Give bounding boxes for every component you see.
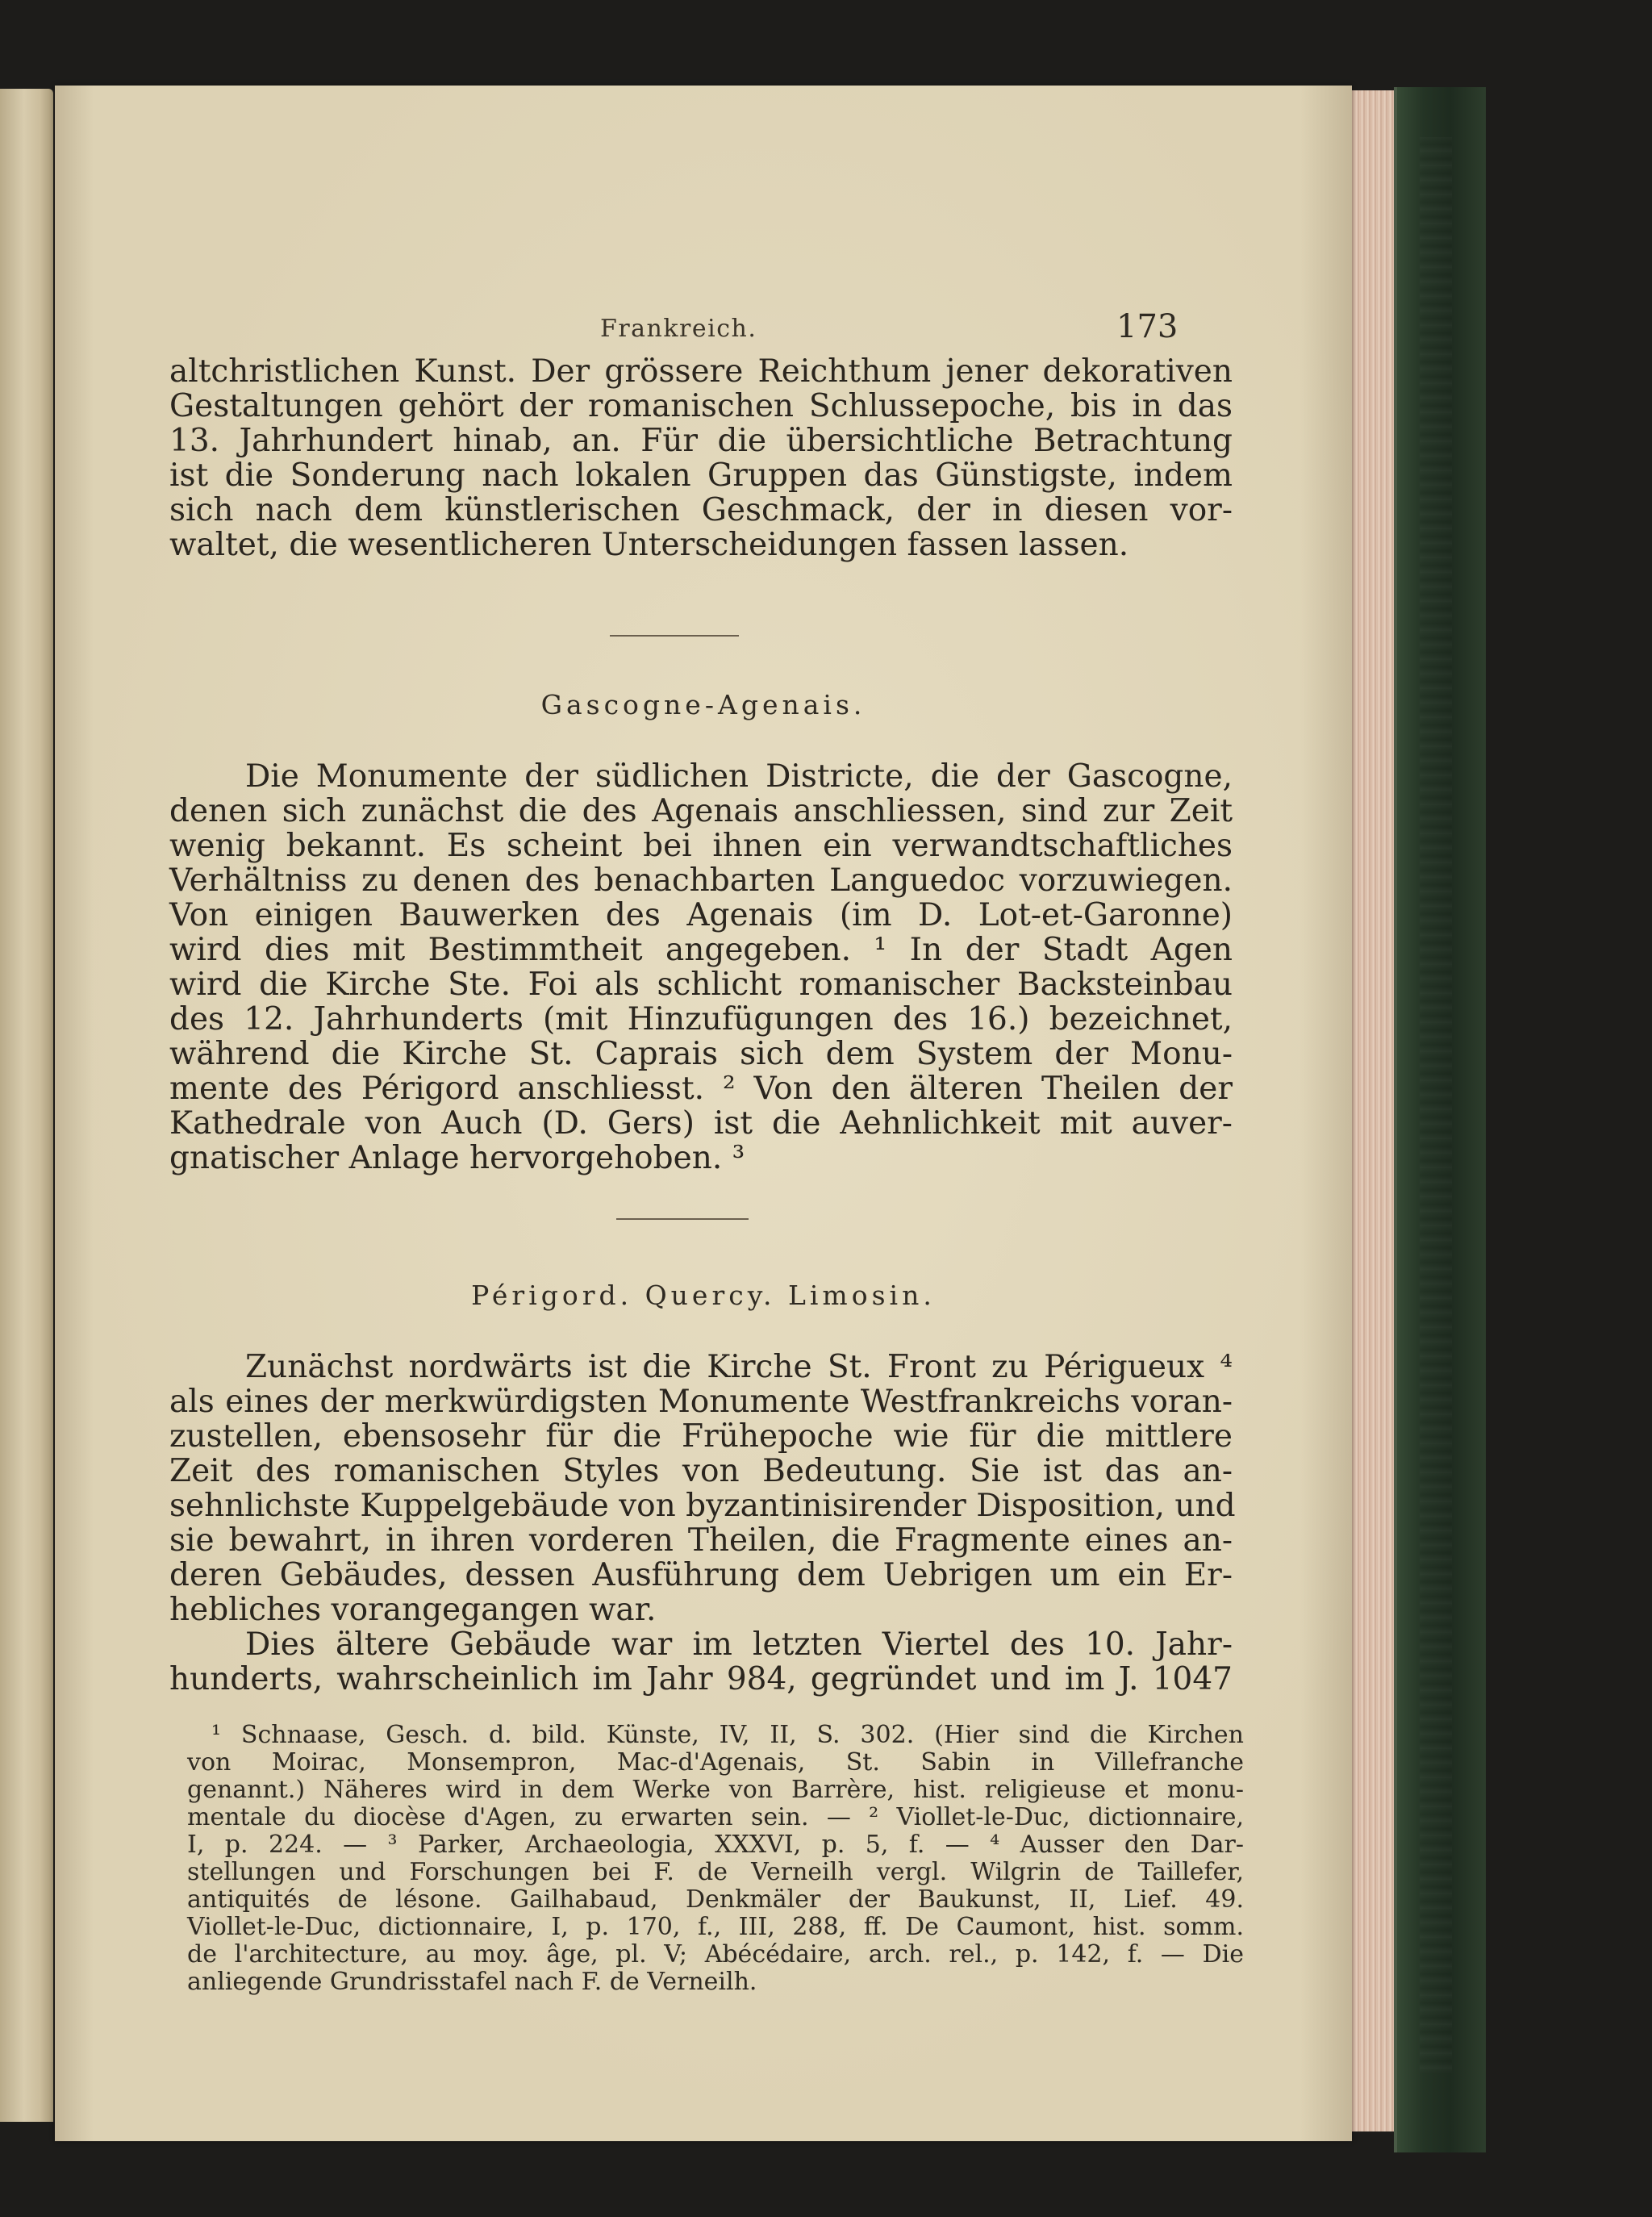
text-line: hebliches vorangegangen war. bbox=[169, 1592, 657, 1628]
section-divider bbox=[610, 635, 739, 637]
text-line: als eines der merkwürdigsten Monumente Westfrankreichs voran- bbox=[169, 1384, 1233, 1420]
page-number: 173 bbox=[1116, 308, 1179, 345]
section-heading-perigord: Périgord. Quercy. Limosin. bbox=[471, 1280, 936, 1311]
text-line: Dies ältere Gebäude war im letzten Viertel des 10. Jahr- bbox=[245, 1626, 1233, 1663]
text-line: Zeit des romanischen Styles von Bedeutung. Sie ist das an- bbox=[169, 1453, 1233, 1489]
book-page bbox=[55, 86, 1352, 2141]
text-line: Zunächst nordwärts ist die Kirche St. Front zu Périgueux ⁴ bbox=[245, 1349, 1233, 1385]
text-line: gnatischer Anlage hervorgehoben. ³ bbox=[169, 1140, 745, 1176]
text-line: Kathedrale von Auch (D. Gers) ist die Aehnlichkeit mit auver- bbox=[169, 1105, 1233, 1142]
text-line: während die Kirche St. Caprais sich dem System der Monu- bbox=[169, 1036, 1233, 1072]
text-line: mente des Périgord anschliesst. ² Von den älteren Theilen der bbox=[169, 1071, 1233, 1107]
text-line: Gestaltungen gehört der romanischen Schlussepoche, bis in das bbox=[169, 388, 1233, 424]
text-line: wird dies mit Bestimmtheit angegeben. ¹ In der Stadt Agen bbox=[169, 932, 1233, 968]
footnote-line: genannt.) Näheres wird in dem Werke von Barrère, hist. religieuse et monu- bbox=[187, 1776, 1244, 1804]
footnote-line: von Moirac, Monsempron, Mac-d'Agenais, St. Sabin in Villefranche bbox=[187, 1748, 1244, 1777]
text-line: sie bewahrt, in ihren vorderen Theilen, die Fragmente eines an- bbox=[169, 1522, 1233, 1559]
section-heading-gascogne: Gascogne-Agenais. bbox=[540, 689, 866, 720]
text-line: Verhältniss zu denen des benachbarten Languedoc vorzuwiegen. bbox=[169, 862, 1233, 899]
previous-page-edge bbox=[0, 89, 53, 2122]
footnote-line: mentale du diocèse d'Agen, zu erwarten sein. — ² Viollet-le-Duc, dictionnaire, bbox=[187, 1803, 1244, 1831]
text-line: ist die Sonderung nach lokalen Gruppen das Günstigste, indem bbox=[169, 457, 1233, 494]
section-divider bbox=[616, 1218, 749, 1220]
text-line: Von einigen Bauwerken des Agenais (im D. Lot-et-Garonne) bbox=[169, 897, 1233, 933]
text-line: deren Gebäudes, dessen Ausführung dem Uebrigen um ein Er- bbox=[169, 1557, 1233, 1593]
footnote-line: anliegende Grundrisstafel nach F. de Verneilh. bbox=[187, 1968, 757, 1996]
text-line: waltet, die wesentlicheren Unterscheidungen fassen lassen. bbox=[169, 527, 1129, 563]
text-line: zustellen, ebensosehr für die Frühepoche wie für die mittlere bbox=[169, 1418, 1233, 1455]
footnote-line: I, p. 224. — ³ Parker, Archaeologia, XXXVI, p. 5, f. — ⁴ Ausser den Dar- bbox=[187, 1831, 1244, 1859]
text-line: altchristlichen Kunst. Der grössere Reichthum jener dekorativen bbox=[169, 353, 1233, 390]
running-head bbox=[55, 308, 1352, 349]
footnote-line: Viollet-le-Duc, dictionnaire, I, p. 170, f., III, 288, ff. De Caumont, hist. somm. bbox=[187, 1913, 1244, 1941]
text-line: Die Monumente der südlichen Districte, die der Gascogne, bbox=[245, 758, 1233, 795]
footnote-line: stellungen und Forschungen bei F. de Verneilh vergl. Wilgrin de Taillefer, bbox=[187, 1858, 1244, 1886]
text-line: denen sich zunächst die des Agenais anschliessen, sind zur Zeit bbox=[169, 793, 1233, 829]
text-line: 13. Jahrhundert hinab, an. Für die übersichtliche Betrachtung bbox=[169, 423, 1233, 459]
footnote-line: antiquités de lésone. Gailhabaud, Denkmäler der Baukunst, II, Lief. 49. bbox=[187, 1885, 1244, 1914]
footnote-line: de l'architecture, au moy. âge, pl. V; Abécédaire, arch. rel., p. 142, f. — Die bbox=[187, 1940, 1244, 1969]
cover-texture bbox=[1420, 137, 1452, 2073]
text-line: sich nach dem künstlerischen Geschmack, der in diesen vor- bbox=[169, 492, 1233, 528]
text-line: wenig bekannt. Es scheint bei ihnen ein verwandtschaftliches bbox=[169, 828, 1233, 864]
footnote-line: ¹ Schnaase, Gesch. d. bild. Künste, IV, II, S. 302. (Hier sind die Kirchen bbox=[211, 1721, 1244, 1749]
text-line: des 12. Jahrhunderts (mit Hinzufügungen des 16.) bezeichnet, bbox=[169, 1001, 1233, 1038]
running-head-title: Frankreich. bbox=[600, 315, 757, 343]
text-line: sehnlichste Kuppelgebäude von byzantinisirender Disposition, und bbox=[169, 1488, 1236, 1524]
page-edges bbox=[1349, 90, 1395, 2131]
text-line: wird die Kirche Ste. Foi als schlicht romanischer Backsteinbau bbox=[169, 967, 1233, 1003]
text-line: hunderts, wahrscheinlich im Jahr 984, gegründet und im J. 1047 bbox=[169, 1661, 1233, 1697]
